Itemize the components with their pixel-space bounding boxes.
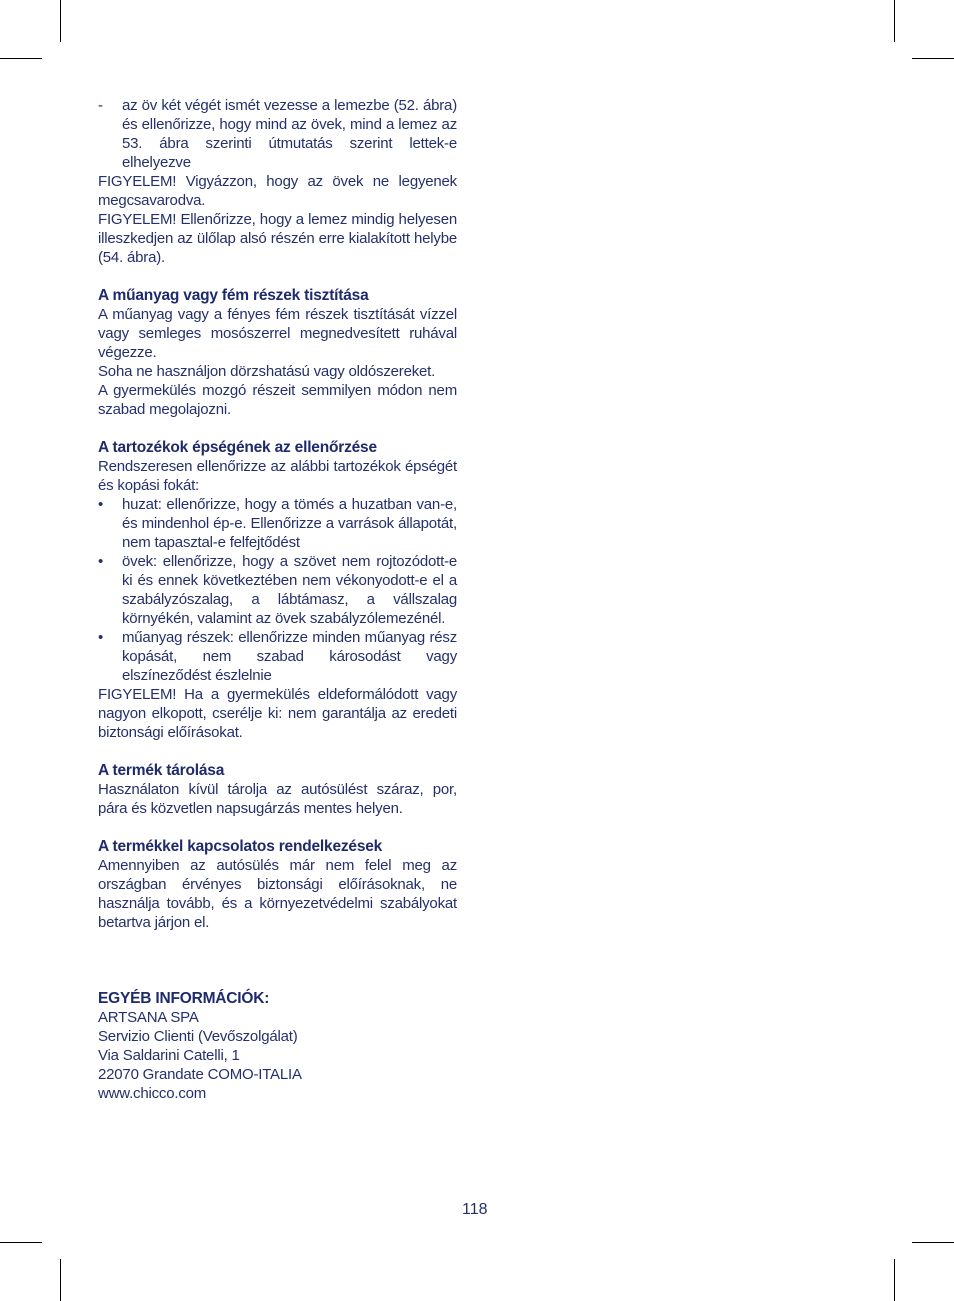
list-item-text: műanyag részek: ellenőrizze minden műanyag rész kopását, nem szabad károsodást vagy elszíneződést észlelnie xyxy=(122,629,457,684)
bullet-marker: • xyxy=(98,629,104,646)
paragraph: A műanyag vagy a fényes fém részek tisztítását vízzel vagy semleges mosószerrel megnedvesített ruhával végezze. xyxy=(98,306,457,361)
section-accessories xyxy=(98,438,457,742)
website-link: www.chicco.com xyxy=(98,1085,207,1102)
address-line: Via Saldarini Catelli, 1 xyxy=(98,1047,240,1064)
paragraph: Rendszeresen ellenőrizze az alábbi tartozékok épségét és kopási fokát: xyxy=(98,458,457,494)
address-line: Servizio Clienti (Vevőszolgálat) xyxy=(98,1028,298,1045)
paragraph: Használaton kívül tárolja az autósülést száraz, por, pára és közvetlen napsugárzás mentes helyen. xyxy=(98,781,457,817)
crop-mark xyxy=(894,0,895,42)
page-number: 118 xyxy=(462,1201,488,1218)
list-item xyxy=(98,495,457,552)
crop-mark xyxy=(60,0,61,42)
paragraph: Amennyiben az autósülés már nem felel meg az országban érvényes biztonsági előírásoknak, ne használja tovább, és a környezetvédelmi szabályokat betartva járjon el. xyxy=(98,857,457,931)
list-item xyxy=(98,628,457,685)
section-disposal xyxy=(98,837,457,932)
crop-mark xyxy=(912,1242,954,1243)
crop-mark xyxy=(60,1259,61,1301)
warning-text: FIGYELEM! Ellenőrizze, hogy a lemez mindig helyesen illeszkedjen az ülőlap alsó részén erre kialakított helybe (54. ábra). xyxy=(98,211,457,266)
address-line: ARTSANA SPA xyxy=(98,1009,199,1026)
paragraph: Soha ne használjon dörzshatású vagy oldószereket. xyxy=(98,363,436,380)
list-item-text: huzat: ellenőrizze, hogy a tömés a huzatban van-e, és mindenhol ép-e. Ellenőrizze a varrások állapotát, nem tapasztal-e felfejtődést xyxy=(122,496,457,551)
section-cleaning xyxy=(98,286,457,419)
crop-mark xyxy=(912,58,954,59)
section-title: A tartozékok épségének az ellenőrzése xyxy=(98,439,377,456)
paragraph: A gyermekülés mozgó részeit semmilyen módon nem szabad megolajozni. xyxy=(98,382,457,418)
section-title: EGYÉB INFORMÁCIÓK: xyxy=(98,990,270,1007)
section-title: A műanyag vagy fém részek tisztítása xyxy=(98,287,369,304)
section-title: A termékkel kapcsolatos rendelkezések xyxy=(98,838,383,855)
list-item xyxy=(98,552,457,628)
list-item xyxy=(98,96,457,172)
bullet-marker: • xyxy=(98,496,104,513)
bullet-marker: • xyxy=(98,553,104,570)
crop-mark xyxy=(0,1242,42,1243)
warning-text: FIGYELEM! Vigyázzon, hogy az övek ne legyenek megcsavarodva. xyxy=(98,173,457,209)
page-content xyxy=(98,96,457,1103)
section-title: A termék tárolása xyxy=(98,762,225,779)
list-item-text: övek: ellenőrizze, hogy a szövet nem rojtozódott-e ki és ennek következtében nem vékonyodott-e el a szabályzószalag, a lábtámasz, a vállszalag környékén, valamint az övek szabályzólemezénél. xyxy=(122,553,457,627)
dash-marker: - xyxy=(98,97,103,114)
crop-mark xyxy=(894,1259,895,1301)
list-item-text: az öv két végét ismét vezesse a lemezbe (52. ábra) és ellenőrizze, hogy mind az övek, mind a lemez az 53. ábra szerinti útmutatás szerint lettek-e elhelyezve xyxy=(122,97,457,171)
warning-text: FIGYELEM! Ha a gyermekülés eldeformálódott vagy nagyon elkopott, cserélje ki: nem garantálja az eredeti biztonsági előírásokat. xyxy=(98,686,457,741)
section-storage xyxy=(98,761,457,818)
section-other-info xyxy=(98,989,457,1103)
address-line: 22070 Grandate COMO-ITALIA xyxy=(98,1066,302,1083)
crop-mark xyxy=(0,58,42,59)
